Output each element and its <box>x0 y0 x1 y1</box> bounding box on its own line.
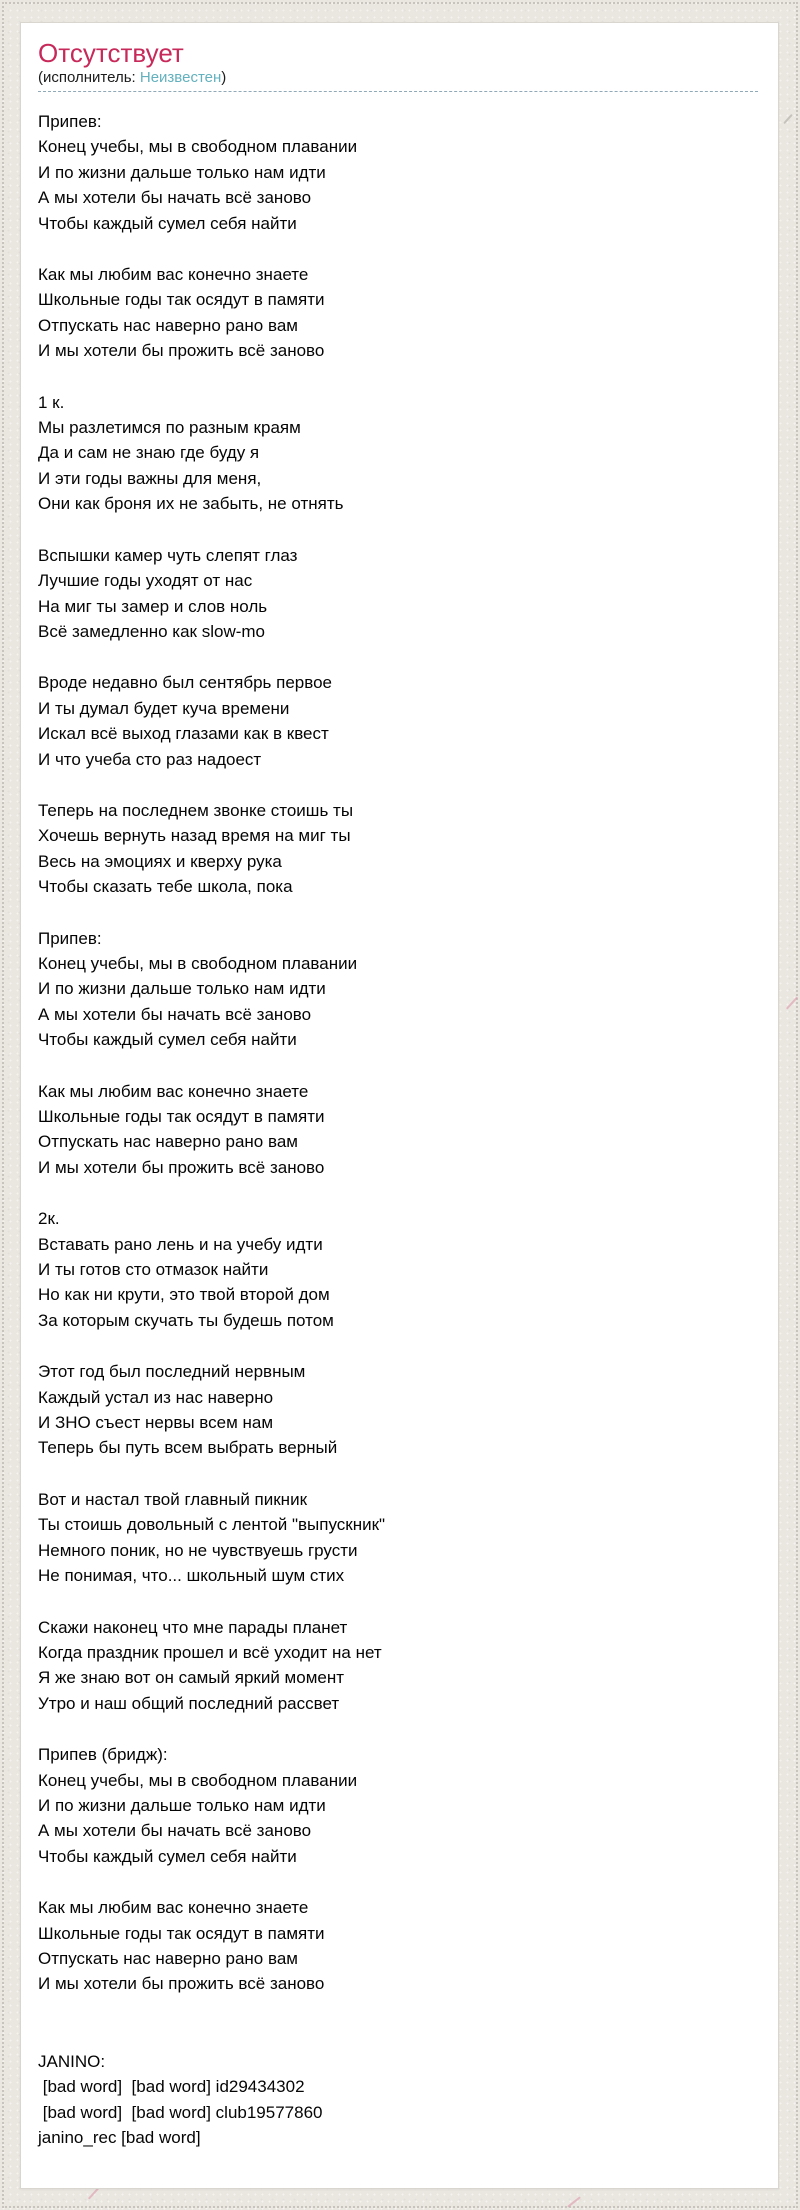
lyric-line: Да и сам не знаю где буду я <box>38 443 260 463</box>
lyric-line: Отпускать нас наверно рано вам <box>38 1132 298 1152</box>
lyric-line: Чтобы каждый сумел себя найти <box>38 213 297 233</box>
lyric-line: Школьные годы так осядут в памяти <box>38 290 325 310</box>
lyric-line: Школьные годы так осядут в памяти <box>38 1923 325 1943</box>
song-title: Отсутствует <box>38 38 184 68</box>
lyric-line: Искал всё выход глазами как в квест <box>38 724 329 744</box>
lyric-line: 2к. <box>38 1209 60 1229</box>
lyric-line: [bad word] [bad word] id29434302 <box>38 2077 305 2097</box>
lyric-line: Теперь бы путь всем выбрать верный <box>38 1438 338 1458</box>
lyric-line: Чтобы каждый сумел себя найти <box>38 1030 297 1050</box>
lyric-line: janino_rec [bad word] <box>38 2128 201 2147</box>
artist-line <box>38 68 758 87</box>
lyric-line: Я же знаю вот он самый яркий момент <box>38 1668 345 1688</box>
lyric-line: И мы хотели бы прожить всё заново <box>38 1974 325 1994</box>
texture-scratch <box>783 114 793 124</box>
lyric-line: И что учеба сто раз надоест <box>38 749 262 769</box>
lyric-line: Всё замедленно как slow-mo <box>38 621 265 641</box>
texture-scratch <box>786 996 798 1009</box>
stanza <box>38 670 758 772</box>
lyric-line: И по жизни дальше только нам идти <box>38 1795 326 1815</box>
lyric-line: Мы разлетимся по разным краям <box>38 418 301 438</box>
lyric-line: И по жизни дальше только нам идти <box>38 979 326 999</box>
lyric-line: Припев: <box>38 112 102 131</box>
lyric-line: Припев (бридж): <box>38 1745 168 1765</box>
stanza <box>38 926 758 1053</box>
lyric-line: Весь на эмоциях и кверху рука <box>38 851 282 871</box>
lyric-line: Как мы любим вас конечно знаете <box>38 1898 309 1918</box>
lyric-line: Утро и наш общий последний рассвет <box>38 1693 340 1713</box>
lyric-line: Чтобы каждый сумел себя найти <box>38 1846 297 1866</box>
lyric-line: И мы хотели бы прожить всё заново <box>38 1157 325 1177</box>
lyric-line: Немного поник, но не чувствуешь грусти <box>38 1540 358 1560</box>
lyric-line: Этот год был последний нервным <box>38 1362 306 1382</box>
lyric-line: Хочешь вернуть назад время на миг ты <box>38 826 351 846</box>
lyric-line: На миг ты замер и слов ноль <box>38 596 268 616</box>
lyric-line: JANINO: <box>38 2051 106 2071</box>
stanza <box>38 1487 758 1589</box>
lyric-line: Как мы любим вас конечно знаете <box>38 1081 309 1101</box>
artist-label-close: ) <box>221 69 227 86</box>
lyric-line: А мы хотели бы начать всё заново <box>38 1821 312 1841</box>
lyric-line: И по жизни дальше только нам идти <box>38 162 326 182</box>
stanza <box>38 1895 758 1997</box>
lyric-line: Когда праздник прошел и всё уходит на нет <box>38 1642 382 1662</box>
lyric-line: Конец учебы, мы в свободном плавании <box>38 137 358 157</box>
lyric-line: Ты стоишь довольный с лентой "выпускник" <box>38 1515 386 1535</box>
lyrics-card <box>20 22 779 2189</box>
lyric-line: Вспышки камер чуть слепят глаз <box>38 545 298 565</box>
lyric-line: [bad word] [bad word] club19577860 <box>38 2102 323 2122</box>
stanza <box>38 390 758 517</box>
lyric-line: Отпускать нас наверно рано вам <box>38 1948 298 1968</box>
stanza <box>38 1079 758 1181</box>
lyric-line: А мы хотели бы начать всё заново <box>38 188 312 208</box>
lyric-line: Как мы любим вас конечно знаете <box>38 265 309 285</box>
artist-label: (исполнитель: <box>38 69 140 86</box>
lyric-line: Но как ни крути, это твой второй дом <box>38 1285 330 1305</box>
stanza <box>38 1206 758 1333</box>
lyric-line: Каждый устал из нас наверно <box>38 1387 274 1407</box>
lyric-line: 1 к. <box>38 392 65 412</box>
lyric-line: Конец учебы, мы в свободном плавании <box>38 1770 358 1790</box>
lyric-line: Лучшие годы уходят от нас <box>38 571 253 591</box>
lyric-line: Припев: <box>38 928 102 948</box>
texture-scratch <box>567 2196 581 2207</box>
lyric-line: Вроде недавно был сентябрь первое <box>38 673 332 693</box>
lyric-line: И ты готов сто отмазок найти <box>38 1260 269 1280</box>
stanza <box>38 1742 758 1869</box>
lyric-line: А мы хотели бы начать всё заново <box>38 1004 312 1024</box>
stanza <box>38 109 758 236</box>
stanza <box>38 1359 758 1461</box>
stanza <box>38 262 758 364</box>
stanza <box>38 543 758 645</box>
lyric-line: Не понимая, что... школьный шум стих <box>38 1566 345 1586</box>
lyric-line: Чтобы сказать тебе школа, пока <box>38 877 293 897</box>
stanza <box>38 1615 758 1717</box>
lyric-line: Скажи наконец что мне парады планет <box>38 1617 348 1637</box>
lyric-line: И ЗНО съест нервы всем нам <box>38 1413 274 1433</box>
song-header <box>38 39 758 92</box>
lyric-line: И мы хотели бы прожить всё заново <box>38 341 325 361</box>
lyric-line: Отпускать нас наверно рано вам <box>38 315 298 335</box>
artist-link[interactable]: Неизвестен <box>139 69 222 86</box>
lyric-line: Вот и настал твой главный пикник <box>38 1489 308 1509</box>
stanza <box>38 2049 758 2151</box>
stanza <box>38 798 758 900</box>
lyric-line: И эти годы важны для меня, <box>38 468 262 488</box>
lyric-line: За которым скучать ты будешь потом <box>38 1310 334 1330</box>
lyric-line: Теперь на последнем звонке стоишь ты <box>38 800 354 820</box>
lyric-line: И ты думал будет куча времени <box>38 698 290 718</box>
lyrics-body <box>38 109 758 2150</box>
lyric-line: Вставать рано лень и на учебу идти <box>38 1234 323 1254</box>
lyric-line: Школьные годы так осядут в памяти <box>38 1107 325 1126</box>
lyric-line: Они как броня их не забыть, не отнять <box>38 494 344 514</box>
lyric-line: Конец учебы, мы в свободном плавании <box>38 953 358 973</box>
